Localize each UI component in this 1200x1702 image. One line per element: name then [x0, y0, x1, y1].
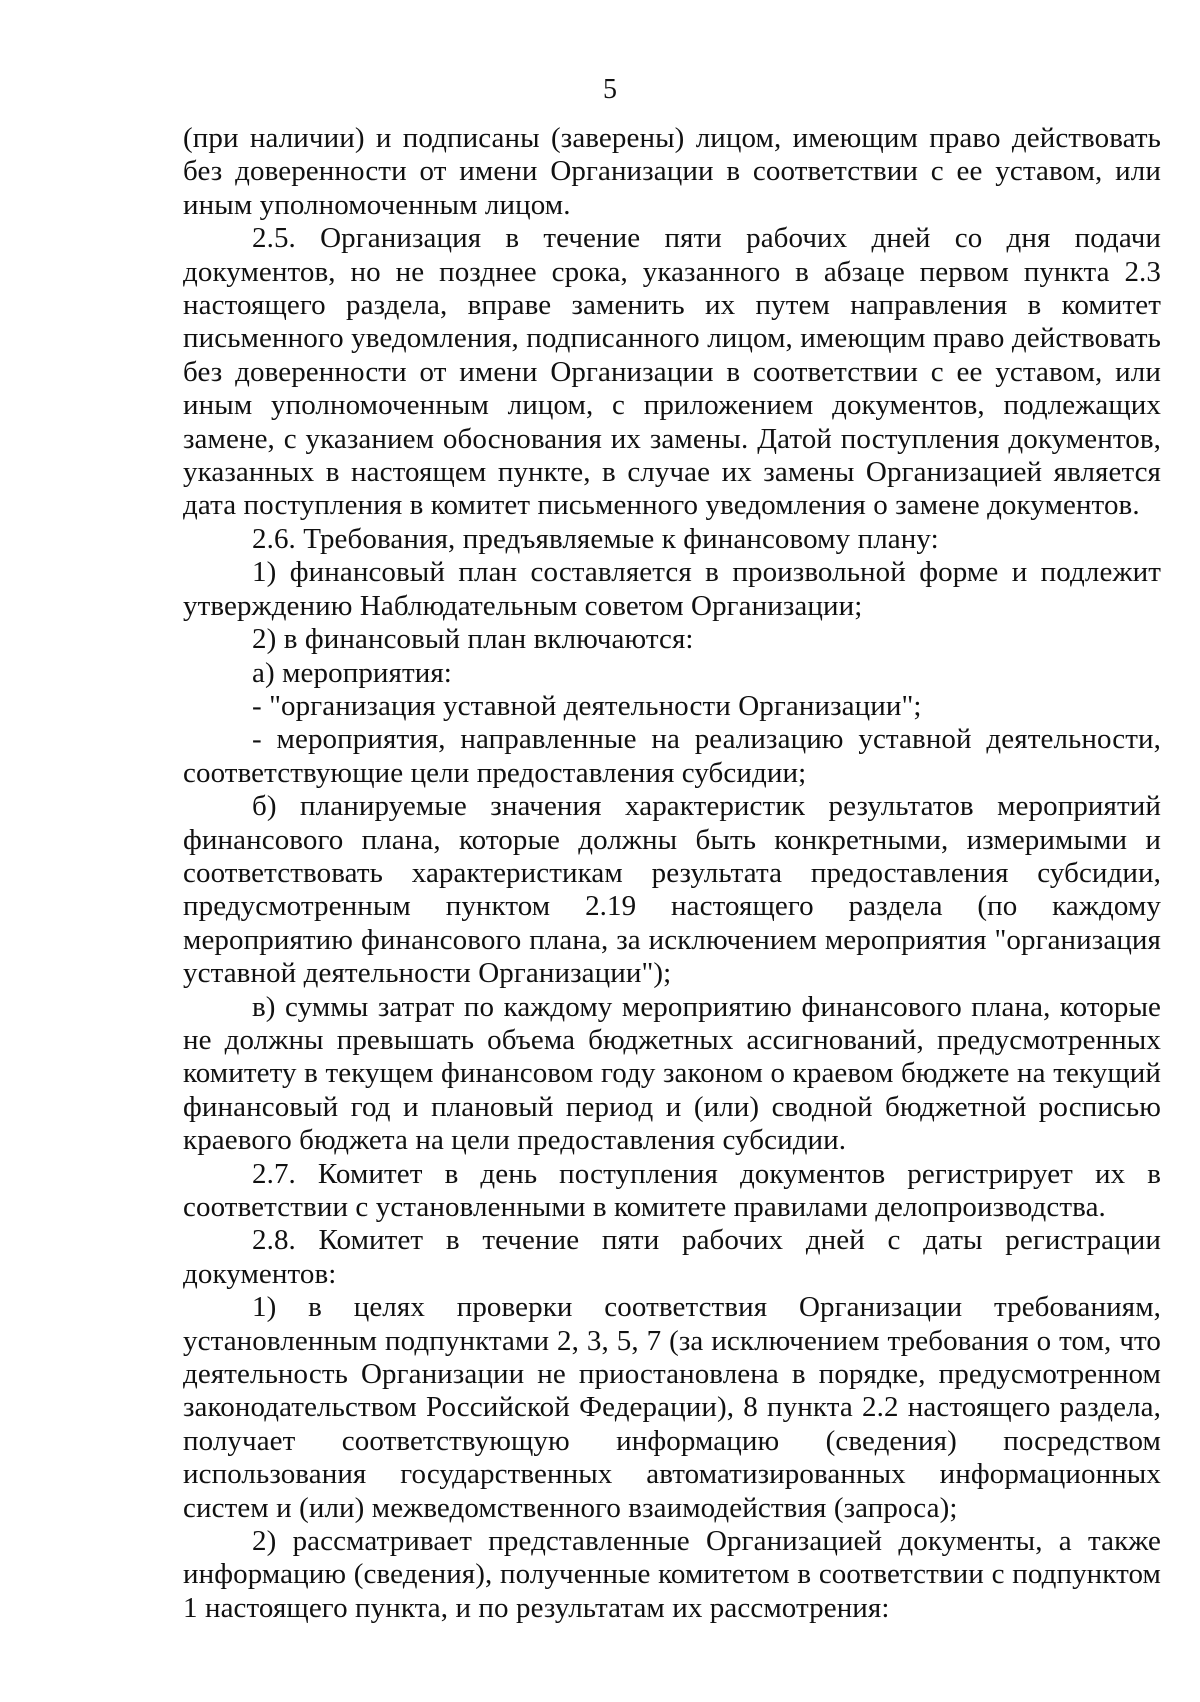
paragraph-2-6-item-2: 2) в финансовый план включаются: [252, 623, 694, 656]
paragraph-2-8-item-2: 2) рассматривает представленные Организацией документы, а также информацию (сведения), полученные комитетом в соответствии с подпунктом 1 настоящего пункта, и по результатам их рассмотрения: [183, 1525, 1161, 1624]
paragraph-dash-1: - "организация уставной деятельности Организации"; [252, 689, 922, 722]
paragraph-2-5: 2.5. Организация в течение пяти рабочих дней со дня подачи документов, но не позднее срока, указанного в абзаце первом пункта 2.3 настоящего раздела, вправе заменить их путем направления в комитет письменного уведомления, подписанного лицом, имеющим право действовать без доверенности от имени Организации в соответствии с ее уставом, или иным уполномоченным лицом, с приложением документов, подлежащих замене, с указанием обоснования их замены. Датой поступления документов, указанных в настоящем пункте, в случае их замены Организацией является дата поступления в комитет письменного уведомления о замене документов. [183, 222, 1161, 522]
paragraph-continuation: (при наличии) и подписаны (заверены) лицом, имеющим право действовать без доверенности от имени Организации в соответствии с ее уставом, или иным уполномоченным лицом. [183, 122, 1161, 221]
paragraph-item-a: а) мероприятия: [252, 656, 452, 689]
paragraph-item-b: б) планируемые значения характеристик результатов мероприятий финансового плана, которые должны быть конкретными, измеримыми и соответствовать характеристикам результата предоставления субсидии, предусмотренным пунктом 2.19 настоящего раздела (по каждому мероприятию финансового плана, за исключением мероприятия "организация уставной деятельности Организации"); [183, 790, 1161, 990]
paragraph-2-6-item-1: 1) финансовый план составляется в произвольной форме и подлежит утверждению Наблюдательным советом Организации; [183, 556, 1161, 622]
paragraph-2-8: 2.8. Комитет в течение пяти рабочих дней с даты регистрации документов: [183, 1224, 1161, 1290]
paragraph-2-6: 2.6. Требования, предъявляемые к финансовому плану: [252, 522, 939, 555]
paragraph-2-8-item-1: 1) в целях проверки соответствия Организации требованиям, установленным подпунктами 2, 3, 5, 7 (за исключением требования о том, что деятельность Организации не приостановлена в порядке, предусмотренном законодательством Российской Федерации), 8 пункта 2.2 настоящего раздела, получает соответствующую информацию (сведения) посредством использования государственных автоматизированных информационных систем и (или) межведомственного взаимодействия (запроса); [183, 1291, 1161, 1524]
paragraph-dash-2: - мероприятия, направленные на реализацию уставной деятельности, соответствующие цели предоставления субсидии; [183, 723, 1161, 789]
paragraph-item-v: в) суммы затрат по каждому мероприятию финансового плана, которые не должны превышать объема бюджетных ассигнований, предусмотренных комитету в текущем финансовом году законом о краевом бюджете на текущий финансовый год и плановый период и (или) сводной бюджетной росписью краевого бюджета на цели предоставления субсидии. [183, 990, 1161, 1157]
paragraph-2-7: 2.7. Комитет в день поступления документов регистрирует их в соответствии с установленными в комитете правилами делопроизводства. [183, 1157, 1161, 1223]
page-number: 5 [603, 74, 617, 105]
document-body [183, 122, 1161, 1625]
